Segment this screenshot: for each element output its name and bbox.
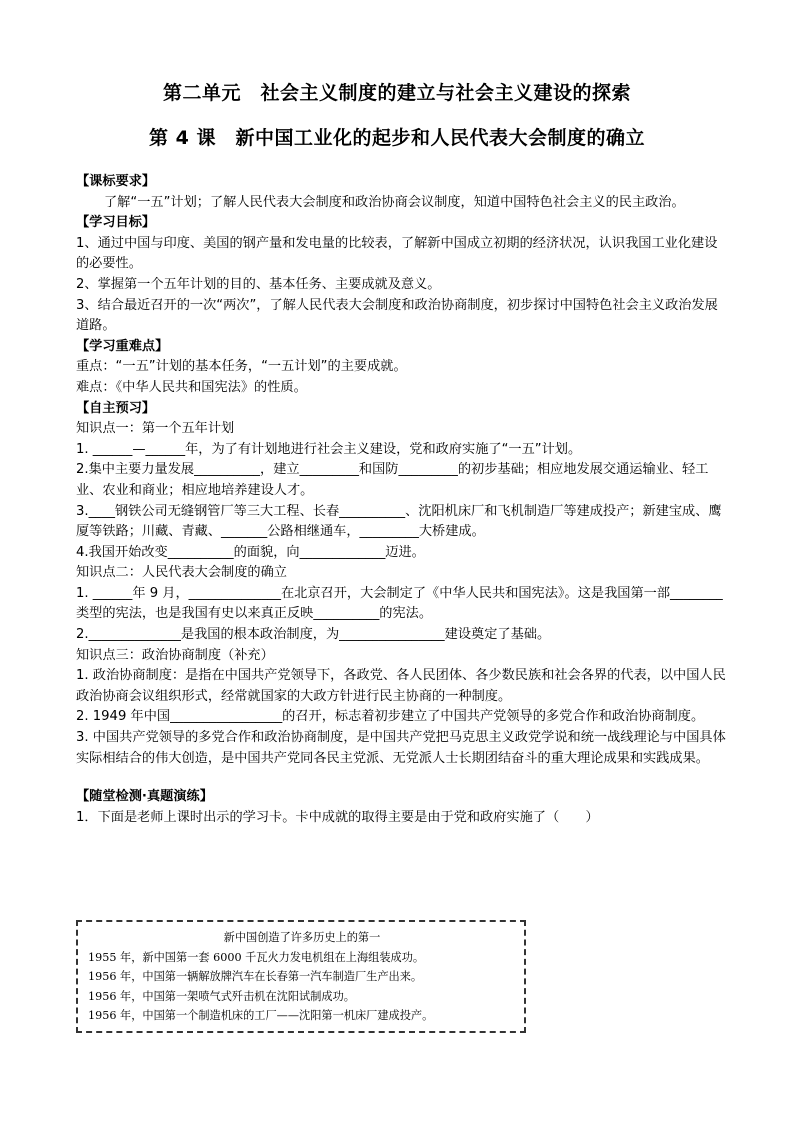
spacer xyxy=(76,769,726,787)
knowledge-item: 1. 政治协商制度：是指在中国共产党领导下，各政党、各人民团体、各少数民族和社会各界的代表，以中国人民政治协商会议组织形式，经常就国家的大政方针进行民主协商的一种制度。 xyxy=(76,668,726,704)
objectives-heading: 【学习目标】 xyxy=(76,215,156,231)
key-points-heading: 【学习重难点】 xyxy=(76,338,169,354)
lesson-title: 第 4 课 新中国工业化的起步和人民代表大会制度的确立 xyxy=(149,127,645,149)
unit-title: 第二单元 社会主义制度的建立与社会主义建设的探索 xyxy=(162,82,631,104)
fill-blank-item: 4.我国开始改变__________的面貌，向_____________迈进。 xyxy=(76,544,425,560)
fill-blank-item: 2.______________是我国的根本政治制度，为________________建设奠定了基础。 xyxy=(76,627,551,643)
objective-item: 2、掌握第一个五年计划的目的、基本任务、主要成就及意义。 xyxy=(76,276,441,292)
curriculum-text: 了解“一五”计划；了解人民代表大会制度和政治协商会议制度，知道中国特色社会主义的民主政治。 xyxy=(104,194,685,210)
study-card-title: 新中国创造了许多历史上的第一 xyxy=(223,931,381,944)
objective-item: 3、结合最近召开的一次“两次”，了解人民代表大会制度和政治协商制度，初步探讨中国特色社会主义政治发展道路。 xyxy=(76,297,718,334)
study-card-line: 1956 年，中国第一辆解放牌汽车在长春第一汽车制造厂生产出来。 xyxy=(88,970,423,984)
key-point-difficulty: 难点：《中华人民共和国宪法》的性质。 xyxy=(76,379,307,395)
question-1: 1．下面是老师上课时出示的学习卡。卡中成就的取得主要是由于党和政府实施了（ ） xyxy=(76,809,599,825)
key-point-focus: 重点：“一五”计划的基本任务，“一五计划”的主要成就。 xyxy=(76,359,407,375)
knowledge-point-3-title: 知识点三：政治协商制度（补充） xyxy=(76,647,274,663)
objective-item: 1、通过中国与印度、美国的钢产量和发电量的比较表，了解新中国成立初期的经济状况，认识我国工业化建设的必要性。 xyxy=(76,235,718,272)
knowledge-item: 3. 中国共产党领导的多党合作和政治协商制度，是中国共产党把马克思主义政党学说和统一战线理论与中国具体实际相结合的伟大创造，是中国共产党同各民主党派、无党派人士长期团结奋斗的重大理论成果和实践成果。 xyxy=(76,730,726,766)
fill-blank-item: 3.____钢铁公司无缝钢管厂等三大工程、长春__________、沈阳机床厂和飞机制造厂等建成投产；新建宝成、鹰厦等铁路；川藏、青藏、_______公路相继通车，_________大桥建成。 xyxy=(76,503,722,540)
knowledge-item: 2. 1949 年中国_________________的召开，标志着初步建立了中国共产党领导的多党合作和政治协商制度。 xyxy=(76,709,705,725)
fill-blank-item: 1. ______—______年，为了有计划地进行社会主义建设，党和政府实施了“一五”计划。 xyxy=(76,441,582,457)
preview-heading: 【自主预习】 xyxy=(76,400,156,416)
study-card-line: 1956 年，中国第一架喷气式歼击机在沈阳试制成功。 xyxy=(88,989,355,1003)
knowledge-point-1-title: 知识点一：第一个五年计划 xyxy=(76,421,235,437)
fill-blank-item: 1. ______年 9 月，______________在北京召开，大会制定了《中华人民共和国宪法》。这是我国第一部________类型的宪法，也是我国有史以来真正反映__________的宪法。 xyxy=(76,585,723,622)
document-body xyxy=(76,172,726,828)
study-card-line: 1956 年，中国第一个制造机床的工厂——沈阳第一机床厂建成投产。 xyxy=(88,1009,434,1023)
study-card-line: 1955 年，新中国第一套 6000 千瓦火力发电机组在上海组装成功。 xyxy=(88,950,425,964)
fill-blank-item: 2.集中主要力量发展__________，建立_________和国防_________的初步基础；相应地发展交通运输业、轻工业、农业和商业；相应地培养建设人才。 xyxy=(76,462,709,498)
study-card xyxy=(76,920,526,1033)
knowledge-point-2-title: 知识点二：人民代表大会制度的确立 xyxy=(76,565,287,581)
practice-heading: 【随堂检测·真题演练】 xyxy=(76,789,213,805)
curriculum-heading: 【课标要求】 xyxy=(76,174,156,189)
